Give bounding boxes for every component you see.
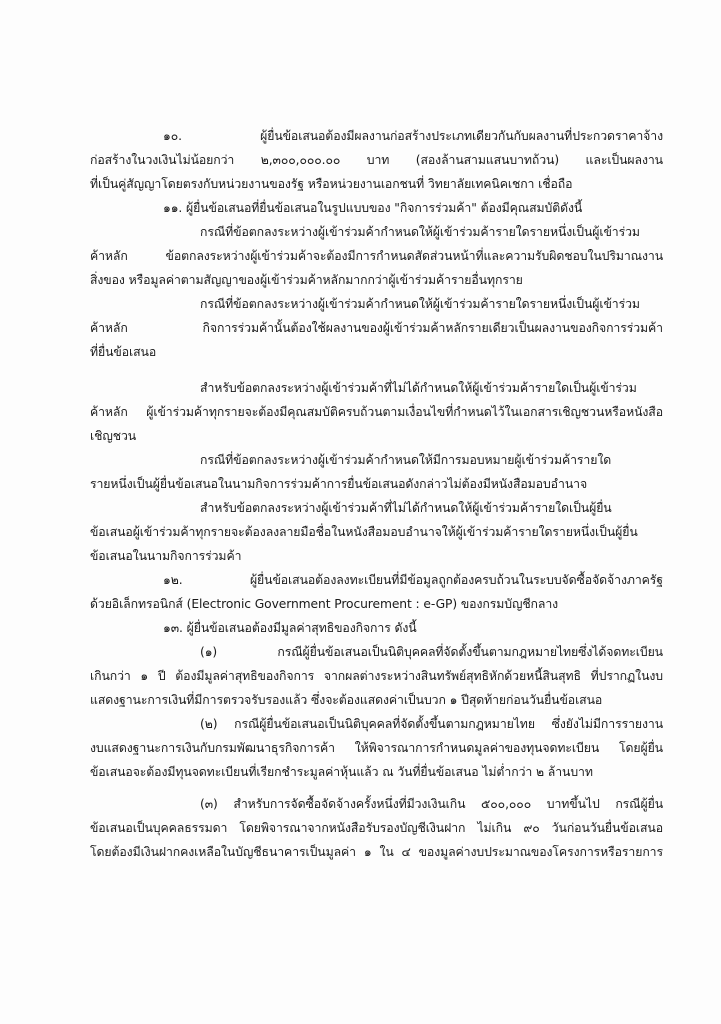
clause-11-heading: ๑๑. ผู้ยื่นข้อเสนอที่ยื่นข้อเสนอในรูปแบบของ "กิจการร่วมค้า" ต้องมีคุณสมบัติดังนี้ <box>163 201 583 215</box>
clause-12-line-1: ๑๒. ผู้ยื่นข้อเสนอต้องลงทะเบียนที่มีข้อมูลถูกต้องครบถ้วนในระบบจัดซื้อจัดจ้างภาครัฐ <box>163 573 663 587</box>
clause-13-3-line-1: (๓) สำหรับการจัดซื้อจัดจ้างครั้งหนึ่งที่มีวงเงินเกิน ๕๐๐,๐๐๐ บาทขึ้นไป กรณีผู้ยื่น <box>200 797 663 811</box>
clause-11-para-1-line-1: กรณีที่ข้อตกลงระหว่างผู้เข้าร่วมค้ากำหนดให้ผู้เข้าร่วมค้ารายใดรายหนึ่งเป็นผู้เข้าร่วม <box>200 225 640 239</box>
clause-13-heading: ๑๓. ผู้ยื่นข้อเสนอต้องมีมูลค่าสุทธิของกิจการ ดังนี้ <box>163 621 417 635</box>
clause-13-3-line-3: โดยต้องมีเงินฝากคงเหลือในบัญชีธนาคารเป็นมูลค่า ๑ ใน ๔ ของมูลค่างบประมาณของโครงการหรือรายการ <box>90 845 663 859</box>
clause-13-1-line-3: แสดงฐานะการเงินที่มีการตรวจรับรองแล้ว ซึ่งจะต้องแสดงค่าเป็นบวก ๑ ปีสุดท้ายก่อนวันยื่นข้อเสนอ <box>90 693 603 707</box>
clause-11-para-4-line-2: รายหนึ่งเป็นผู้ยื่นข้อเสนอในนามกิจการร่วมค้าการยื่นข้อเสนอดังกล่าวไม่ต้องมีหนังสือมอบอำนาจ <box>90 477 588 491</box>
clause-13-1-line-1: (๑) กรณีผู้ยื่นข้อเสนอเป็นนิติบุคคลที่จัดตั้งขึ้นตามกฎหมายไทยซึ่งได้จดทะเบียน <box>200 645 663 659</box>
clause-11-para-3-line-1: สำหรับข้อตกลงระหว่างผู้เข้าร่วมค้าที่ไม่ได้กำหนดให้ผู้เข้าร่วมค้ารายใดเป็นผู้เข้าร่วม <box>200 381 637 395</box>
clause-13-1-line-2: เกินกว่า ๑ ปี ต้องมีมูลค่าสุทธิของกิจการ จากผลต่างระหว่างสินทรัพย์สุทธิหักด้วยหนี้สินสุทธิ ที่ปรากฏในงบ <box>90 669 663 683</box>
clause-13-2-line-3: ข้อเสนอจะต้องมีทุนจดทะเบียนที่เรียกชำระมูลค่าหุ้นแล้ว ณ วันที่ยื่นข้อเสนอ ไม่ต่ำกว่า ๒ ล้านบาท <box>90 765 593 779</box>
clause-11-para-4-line-1: กรณีที่ข้อตกลงระหว่างผู้เข้าร่วมค้ากำหนดให้มีการมอบหมายผู้เข้าร่วมค้ารายใด <box>200 453 612 467</box>
clause-11-para-2-line-2: ค้าหลัก กิจการร่วมค้านั้นต้องใช้ผลงานของผู้เข้าร่วมค้าหลักรายเดียวเป็นผลงานของกิจการร่วมค้า <box>90 321 663 335</box>
clause-11-para-3-line-2: ค้าหลัก ผู้เข้าร่วมค้าทุกรายจะต้องมีคุณสมบัติครบถ้วนตามเงื่อนไขที่กำหนดไว้ในเอกสารเชิญชวนหรือหนังสือ <box>90 405 663 419</box>
clause-13-3-line-2: ข้อเสนอเป็นบุคคลธรรมดา โดยพิจารณาจากหนังสือรับรองบัญชีเงินฝาก ไม่เกิน ๙๐ วันก่อนวันยื่นข้อเสนอ <box>90 821 663 835</box>
clause-10-line-2: ก่อสร้างในวงเงินไม่น้อยกว่า ๒,๓๐๐,๐๐๐.๐๐ บาท (สองล้านสามแสนบาทถ้วน) และเป็นผลงาน <box>90 153 663 167</box>
clause-11-para-2-line-1: กรณีที่ข้อตกลงระหว่างผู้เข้าร่วมค้ากำหนดให้ผู้เข้าร่วมค้ารายใดรายหนึ่งเป็นผู้เข้าร่วม <box>200 297 640 311</box>
clause-11-para-2-line-3: ที่ยื่นข้อเสนอ <box>90 345 157 359</box>
clause-10-line-1: ๑๐. ผู้ยื่นข้อเสนอต้องมีผลงานก่อสร้างประเภทเดียวกันกับผลงานที่ประกวดราคาจ้าง <box>163 129 663 143</box>
clause-11-para-5-line-1: สำหรับข้อตกลงระหว่างผู้เข้าร่วมค้าที่ไม่ได้กำหนดให้ผู้เข้าร่วมค้ารายใดเป็นผู้ยื่น <box>200 501 612 515</box>
clause-11-para-3-line-3: เชิญชวน <box>90 429 137 443</box>
clause-13-2-line-1: (๒) กรณีผู้ยื่นข้อเสนอเป็นนิติบุคคลที่จัดตั้งขึ้นตามกฎหมายไทย ซึ่งยังไม่มีการรายงาน <box>200 717 663 731</box>
clause-11-para-1-line-3: สิ่งของ หรือมูลค่าตามสัญญาของผู้เข้าร่วมค้าหลักมากกว่าผู้เข้าร่วมค้ารายอื่นทุกราย <box>90 273 523 287</box>
clause-11-para-1-line-2: ค้าหลัก ข้อตกลงระหว่างผู้เข้าร่วมค้าจะต้องมีการกำหนดสัดส่วนหน้าที่และความรับผิดชอบในปริมาณงาน <box>90 249 663 263</box>
clause-10-line-3: ที่เป็นคู่สัญญาโดยตรงกับหน่วยงานของรัฐ หรือหน่วยงานเอกชนที่ วิทยาลัยเทคนิคเชกา เชื่อถือ <box>90 177 573 191</box>
clause-12-line-2: ด้วยอิเล็กทรอนิกส์ (Electronic Government Procurement : e-GP) ของกรมบัญชีกลาง <box>90 597 559 611</box>
clause-13-2-line-2: งบแสดงฐานะการเงินกับกรมพัฒนาธุรกิจการค้า ให้พิจารณาการกำหนดมูลค่าของทุนจดทะเบียน โดยผู้ยื่น <box>90 741 663 755</box>
clause-11-para-5-line-2: ข้อเสนอผู้เข้าร่วมค้าทุกรายจะต้องลงลายมือชื่อในหนังสือมอบอำนาจให้ผู้เข้าร่วมค้ารายใดรายหนึ่งเป็นผู้ยื่น <box>90 525 638 539</box>
clause-11-para-5-line-3: ข้อเสนอในนามกิจการร่วมค้า <box>90 549 242 563</box>
